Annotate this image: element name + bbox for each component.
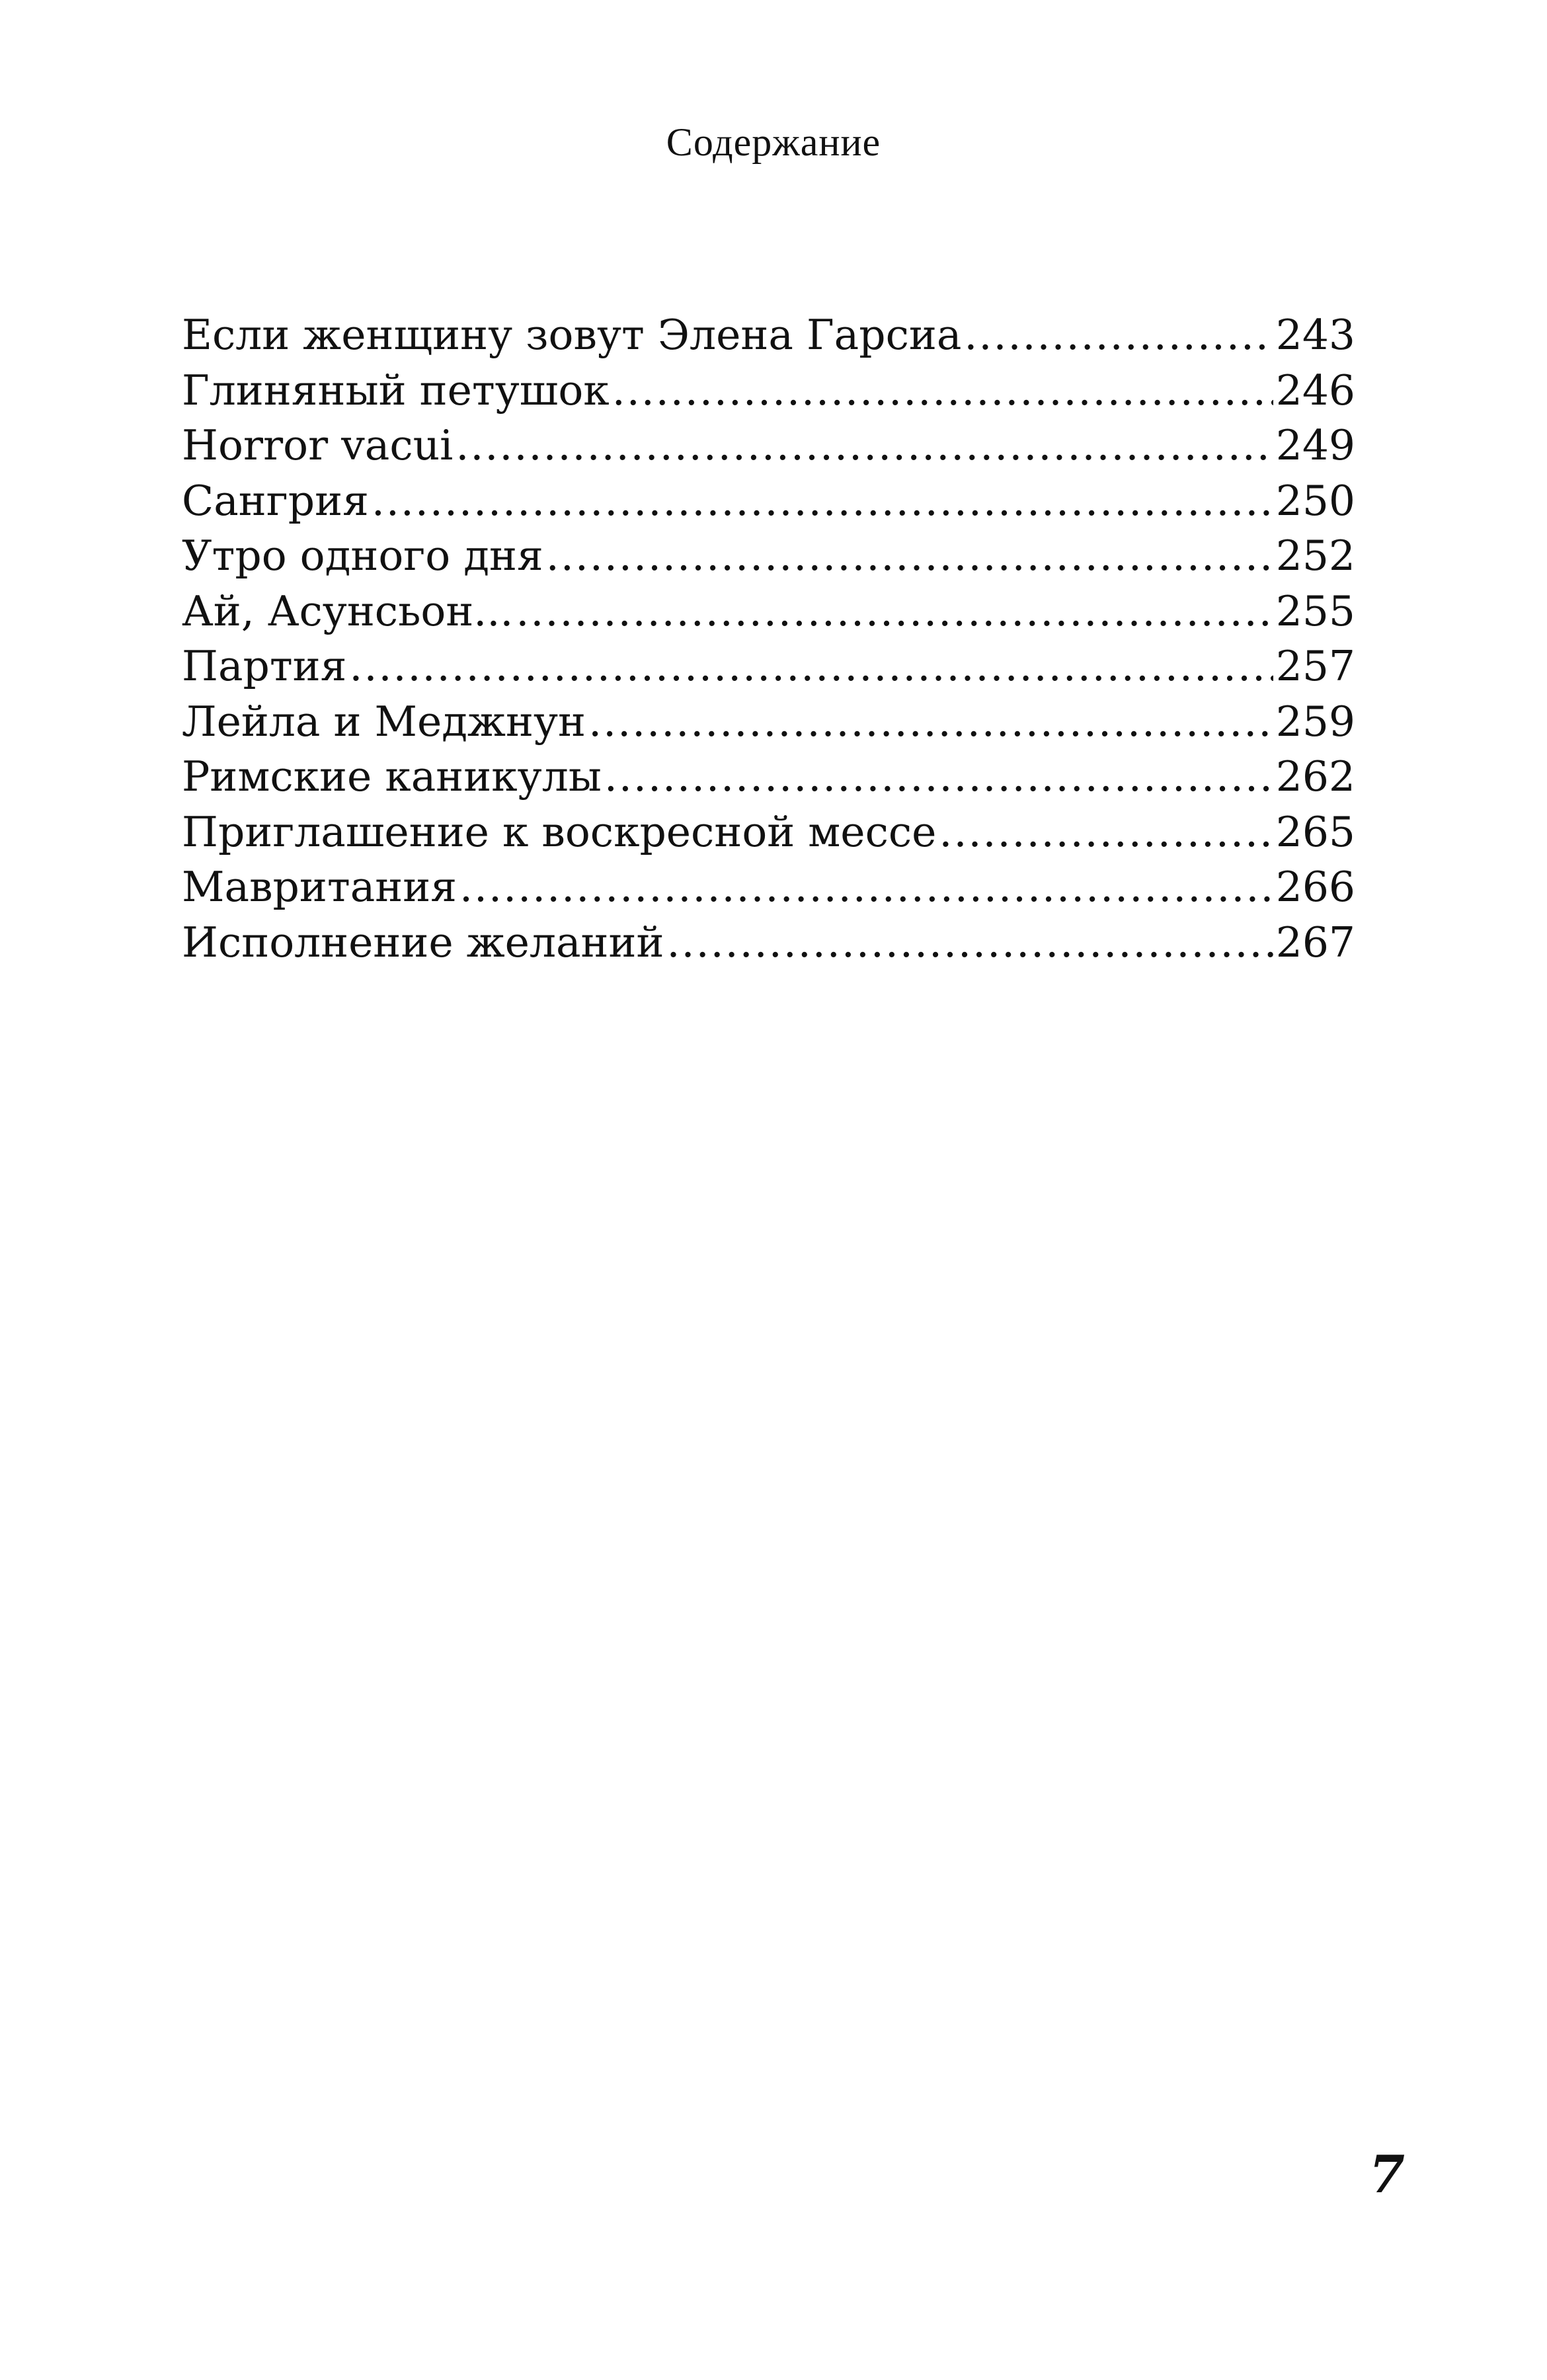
dot-leader xyxy=(456,418,1273,473)
toc-entry-page: 249 xyxy=(1275,421,1355,469)
toc-entry xyxy=(182,749,1355,805)
toc-entry xyxy=(182,307,1355,363)
dot-leader xyxy=(667,915,1273,971)
toc-entry-page: 265 xyxy=(1275,807,1355,856)
toc-entry-title: Глиняный петушок xyxy=(182,366,610,415)
toc-entry-page: 259 xyxy=(1275,697,1355,746)
toc-entry xyxy=(182,859,1355,915)
toc-entry-title: Мавритания xyxy=(182,863,457,911)
toc-entry xyxy=(182,473,1355,529)
toc-entry-title: Приглашение к воскресной мессе xyxy=(182,807,937,856)
toc-entry-page: 252 xyxy=(1275,532,1355,580)
dot-leader xyxy=(546,528,1273,584)
dot-leader xyxy=(939,805,1273,860)
toc-entry-page: 257 xyxy=(1275,642,1355,690)
table-of-contents xyxy=(182,307,1355,970)
toc-entry xyxy=(182,915,1355,971)
toc-entry xyxy=(182,805,1355,860)
dot-leader xyxy=(604,749,1273,805)
toc-entry-title: Утро одного дня xyxy=(182,532,543,580)
toc-entry-page: 250 xyxy=(1275,476,1355,525)
toc-entry-title: Сангрия xyxy=(182,476,369,525)
toc-entry xyxy=(182,528,1355,584)
toc-entry-page: 243 xyxy=(1275,311,1355,359)
toc-entry xyxy=(182,584,1355,639)
toc-entry-page: 262 xyxy=(1275,752,1355,801)
toc-entry xyxy=(182,694,1355,750)
toc-entry-page: 246 xyxy=(1275,366,1355,415)
toc-entry-title: Horror vacui xyxy=(182,421,454,469)
dot-leader xyxy=(612,363,1273,418)
toc-entry-page: 266 xyxy=(1275,863,1355,911)
toc-entry-page: 255 xyxy=(1275,586,1355,635)
dot-leader xyxy=(964,307,1273,363)
dot-leader xyxy=(588,694,1273,750)
toc-entry xyxy=(182,418,1355,473)
toc-entry xyxy=(182,363,1355,418)
toc-entry xyxy=(182,639,1355,694)
dot-leader xyxy=(349,639,1273,694)
toc-entry-title: Лейла и Меджнун xyxy=(182,697,586,746)
running-head: Содержание xyxy=(666,120,881,164)
toc-entry-page: 267 xyxy=(1275,918,1355,967)
dot-leader xyxy=(372,473,1273,529)
toc-entry-title: Исполнение желаний xyxy=(182,918,664,967)
toc-entry-title: Партия xyxy=(182,642,347,690)
toc-entry-title: Если женщину зовут Элена Гарсиа xyxy=(182,311,962,359)
dot-leader xyxy=(459,859,1273,915)
toc-entry-title: Ай, Асунсьон... xyxy=(182,586,514,635)
toc-entry-title: Римские каникулы xyxy=(182,752,602,801)
page-number: 7 xyxy=(1368,2145,1405,2205)
dot-leader xyxy=(516,584,1273,639)
